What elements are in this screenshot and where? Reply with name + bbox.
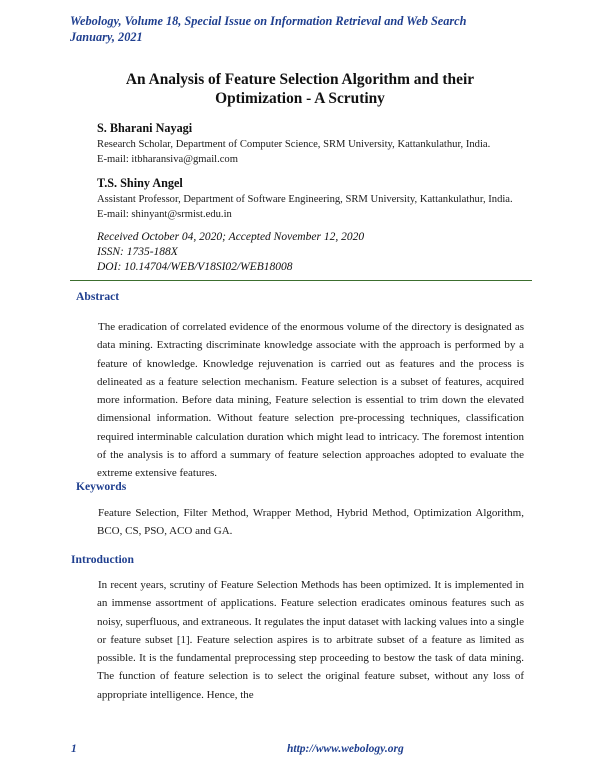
journal-header [70,13,540,45]
author-affiliation: Assistant Professor, Department of Software Engineering, SRM University, Kattankulathur, India. [97,194,513,205]
received-accepted-dates: Received October 04, 2020; Accepted November 12, 2020 [97,231,365,243]
keywords-text: Feature Selection, Filter Method, Wrapper Method, Hybrid Method, Optimization Algorithm, BCO, CS, PSO, ACO and GA. [97,507,524,538]
paper-title [90,70,510,108]
section-divider [70,280,532,281]
author-block-2 [97,175,537,222]
keywords-heading: Keywords [76,480,127,493]
journal-header-line1: Webology, Volume 18, Special Issue on Information Retrieval and Web Search [70,14,467,28]
publication-info [97,230,537,275]
author-email: E-mail: itbharansiva@gmail.com [97,154,238,165]
paper-title-line1: An Analysis of Feature Selection Algorithm and their [125,71,475,88]
abstract-text: The eradication of correlated evidence of the enormous volume of the directory is designated as data mining. Extracting discriminate knowledge associate with the approach is performed by a feature of knowledge. Knowledge rejuvenation is carried out as features and the process is delineated as a feature selection mechanism. Feature selection is a subset of features, acquired more information. Before data mining, Feature selection is essential to trim down the elevated dimensional information. Without feature selection pre-processing techniques, classification required interminable calculation duration which might lead to intricacy. The foremost intention of the analysis is to afford a summary of feature selection approaches adopted to evaluate the extreme extensive features. [97,321,524,480]
journal-header-line2: January, 2021 [70,30,143,44]
author-name: S. Bharani Nayagi [97,121,193,135]
introduction-text: In recent years, scrutiny of Feature Selection Methods has been optimized. It is implemented in an immense assortment of applications. Feature selection eradicates ominous features such as noisy, superfluous, and extraneous. It regulates the input dataset with lacking values into a single or feature subset [1]. Feature selection aspires is to arbitrate subset of a feature as limited as possible. It is the fundamental preprocessing step proceeding to bestow the task of data mining. The function of feature selection is to select the original feature subset, without any loss of appropriate intelligence. Hence, the [97,579,524,701]
abstract-heading: Abstract [76,290,120,303]
author-affiliation: Research Scholar, Department of Computer Science, SRM University, Kattankulathur, India. [97,139,491,150]
page-number: 1 [71,743,77,755]
paper-title-line2: Optimization - A Scrutiny [215,90,385,107]
author-name: T.S. Shiny Angel [97,176,183,190]
doi: DOI: 10.14704/WEB/V18SI02/WEB18008 [97,261,293,273]
introduction-heading: Introduction [71,553,134,566]
issn: ISSN: 1735-188X [97,246,178,258]
author-email: E-mail: shinyant@srmist.edu.in [97,209,232,220]
journal-url-link[interactable]: http://www.webology.org [287,743,404,755]
author-block-1 [97,120,537,167]
